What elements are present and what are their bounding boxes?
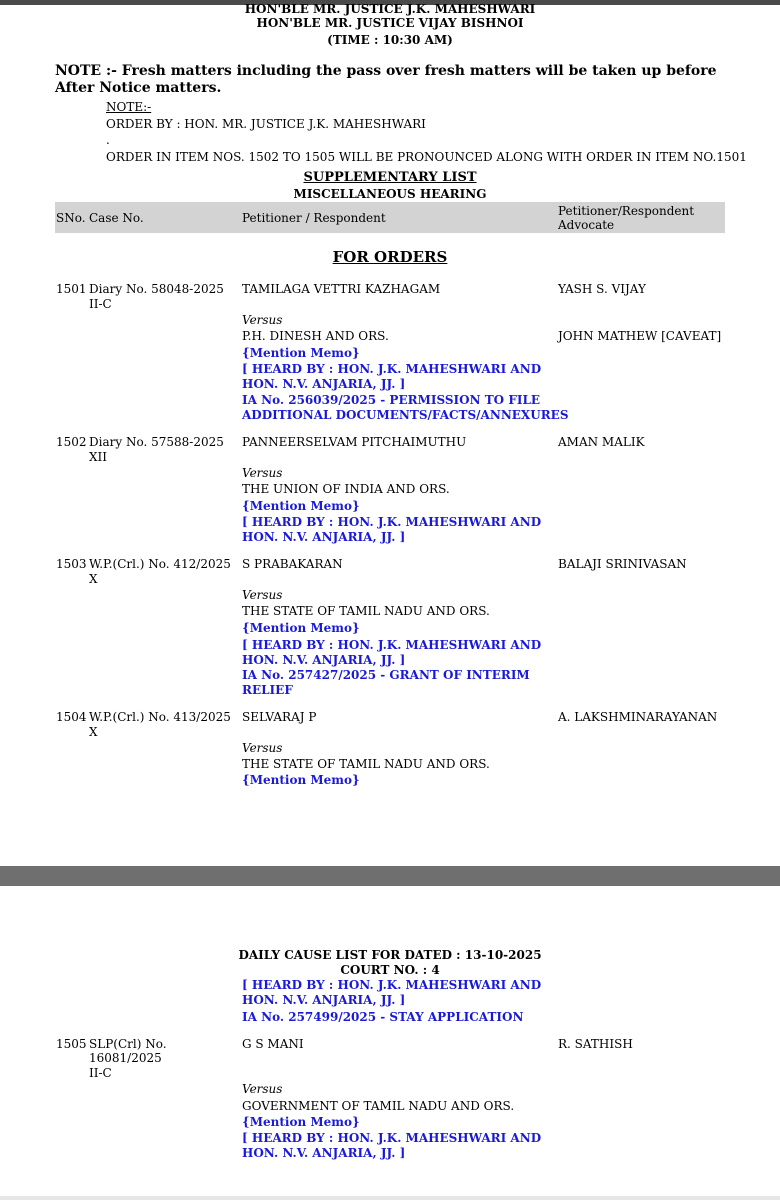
page2-heard-2: HON. N.V. ANJARIA, JJ. ] (242, 993, 406, 1007)
case-1501-heard-1: [ HEARD BY : HON. J.K. MAHESHWARI AND (242, 362, 542, 376)
bottom-edge (0, 1196, 780, 1200)
case-1502-sno: 1502 (56, 435, 87, 449)
note-dot: . (106, 133, 110, 147)
case-1505-number-1: SLP(Crl) No. (89, 1037, 167, 1051)
case-1502-respondent: THE UNION OF INDIA AND ORS. (242, 482, 450, 496)
daily-cause-list-title: DAILY CAUSE LIST FOR DATED : 13-10-2025 (238, 948, 542, 962)
header-sno: SNo. (56, 211, 86, 225)
case-1505-petitioner: G S MANI (242, 1037, 304, 1051)
case-1505-versus: Versus (242, 1082, 283, 1096)
case-1502-memo: {Mention Memo} (242, 499, 360, 513)
case-1503-ia-1: IA No. 257427/2025 - GRANT OF INTERIM (242, 668, 530, 682)
case-1504-respondent: THE STATE OF TAMIL NADU AND ORS. (242, 757, 490, 771)
page-break (0, 866, 780, 886)
case-1505-heard-2: HON. N.V. ANJARIA, JJ. ] (242, 1146, 406, 1160)
case-1501-ia-1: IA No. 256039/2025 - PERMISSION TO FILE (242, 393, 541, 407)
case-1503-heard-2: HON. N.V. ANJARIA, JJ. ] (242, 653, 406, 667)
order-by: ORDER BY : HON. MR. JUSTICE J.K. MAHESHWARI (106, 117, 426, 131)
table-header (55, 202, 725, 233)
court-time: (TIME : 10:30 AM) (327, 33, 453, 47)
case-1504-versus: Versus (242, 741, 283, 755)
header-case-no: Case No. (89, 211, 144, 225)
case-1505-number-2: 16081/2025 (89, 1051, 162, 1065)
case-1503-memo: {Mention Memo} (242, 621, 360, 635)
case-1503-ia-2: RELIEF (242, 683, 293, 697)
case-1503-pet-advocate: BALAJI SRINIVASAN (558, 557, 687, 571)
list-subtitle: MISCELLANEOUS HEARING (293, 187, 487, 201)
case-1504-memo: {Mention Memo} (242, 773, 360, 787)
case-1505-sno: 1505 (56, 1037, 87, 1051)
case-1502-petitioner: PANNEERSELVAM PITCHAIMUTHU (242, 435, 467, 449)
page-break-margin (0, 886, 780, 900)
header-advocate-2: Advocate (558, 218, 615, 232)
case-1503-respondent: THE STATE OF TAMIL NADU AND ORS. (242, 604, 490, 618)
judge-1: HON'BLE MR. JUSTICE J.K. MAHESHWARI (244, 2, 536, 16)
case-1504-petitioner: SELVARAJ P (242, 710, 317, 724)
order-items: ORDER IN ITEM NOS. 1502 TO 1505 WILL BE PRONOUNCED ALONG WITH ORDER IN ITEM NO.1501 (106, 150, 747, 164)
case-1501-number: Diary No. 58048-2025 (89, 282, 224, 296)
case-1501-versus: Versus (242, 313, 283, 327)
case-1501-category: II-C (89, 297, 112, 311)
note-label: NOTE:- (106, 100, 152, 114)
case-1504-category: X (89, 725, 98, 739)
case-1502-heard-2: HON. N.V. ANJARIA, JJ. ] (242, 530, 406, 544)
case-1504-number: W.P.(Crl.) No. 413/2025 (89, 710, 231, 724)
case-1503-heard-1: [ HEARD BY : HON. J.K. MAHESHWARI AND (242, 638, 542, 652)
case-1501-heard-2: HON. N.V. ANJARIA, JJ. ] (242, 377, 406, 391)
case-1502-number: Diary No. 57588-2025 (89, 435, 224, 449)
section-title: FOR ORDERS (332, 248, 448, 266)
case-1501-memo: {Mention Memo} (242, 346, 360, 360)
case-1505-memo: {Mention Memo} (242, 1115, 360, 1129)
page2-heard-1: [ HEARD BY : HON. J.K. MAHESHWARI AND (242, 978, 542, 992)
case-1505-respondent: GOVERNMENT OF TAMIL NADU AND ORS. (242, 1099, 515, 1113)
case-1502-heard-1: [ HEARD BY : HON. J.K. MAHESHWARI AND (242, 515, 542, 529)
court-number: COURT NO. : 4 (340, 963, 440, 977)
case-1502-pet-advocate: AMAN MALIK (558, 435, 645, 449)
case-1505-category: II-C (89, 1066, 112, 1080)
case-1503-number: W.P.(Crl.) No. 412/2025 (89, 557, 231, 571)
case-1501-ia-2: ADDITIONAL DOCUMENTS/FACTS/ANNEXURES (242, 408, 569, 422)
case-1501-respondent: P.H. DINESH AND ORS. (242, 329, 389, 343)
page2-ia: IA No. 257499/2025 - STAY APPLICATION (242, 1010, 524, 1024)
case-1504-pet-advocate: A. LAKSHMINARAYANAN (558, 710, 718, 724)
case-1503-category: X (89, 572, 98, 586)
header-advocate-1: Petitioner/Respondent (558, 204, 695, 218)
case-1504-sno: 1504 (56, 710, 87, 724)
case-1505-heard-1: [ HEARD BY : HON. J.K. MAHESHWARI AND (242, 1131, 542, 1145)
case-1501-sno: 1501 (56, 282, 87, 296)
list-title: SUPPLEMENTARY LIST (303, 170, 477, 185)
case-1503-sno: 1503 (56, 557, 87, 571)
case-1502-category: XII (89, 450, 108, 464)
header-parties: Petitioner / Respondent (242, 211, 386, 225)
case-1505-pet-advocate: R. SATHISH (558, 1037, 633, 1051)
judge-2: HON'BLE MR. JUSTICE VIJAY BISHNOI (256, 16, 524, 30)
case-1502-versus: Versus (242, 466, 283, 480)
main-note: NOTE :- Fresh matters including the pass over fresh matters will be taken up before After Notice matters. (55, 63, 717, 96)
case-1503-petitioner: S PRABAKARAN (242, 557, 343, 571)
case-1501-res-advocate: JOHN MATHEW [CAVEAT] (558, 329, 722, 343)
case-1501-pet-advocate: YASH S. VIJAY (558, 282, 646, 296)
case-1501-petitioner: TAMILAGA VETTRI KAZHAGAM (242, 282, 441, 296)
case-1503-versus: Versus (242, 588, 283, 602)
